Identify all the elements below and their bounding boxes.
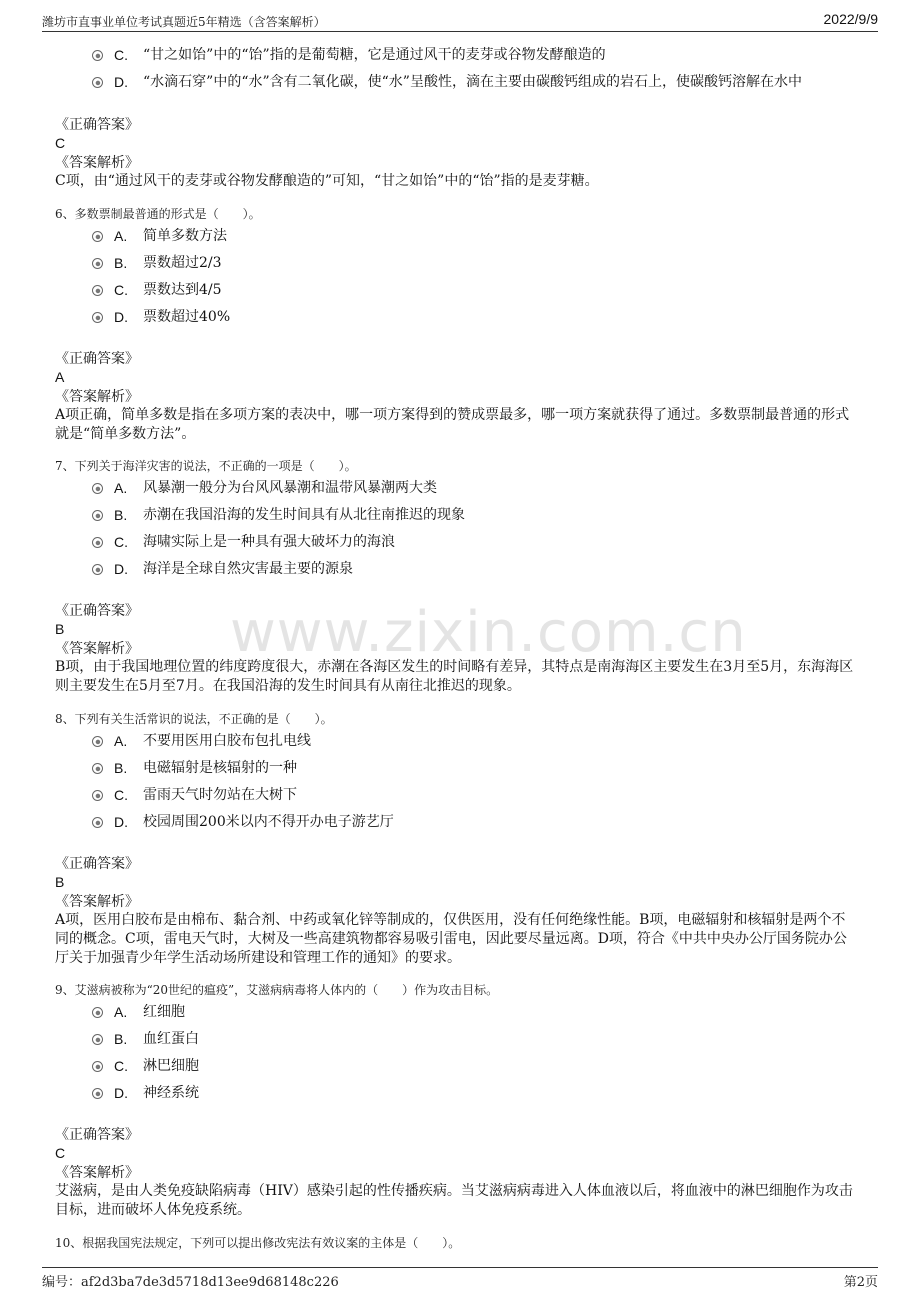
explanation-label: 《答案解析》 (55, 894, 139, 910)
correct-answer: A (55, 369, 65, 385)
explanation-label: 《答案解析》 (55, 389, 139, 405)
correct-answer: C (55, 1145, 66, 1161)
radio-icon[interactable] (92, 1061, 103, 1072)
correct-answer: B (55, 621, 65, 637)
document-code: 编号：af2d3ba7de3d5718d13ee9d68148c226 (42, 1275, 339, 1290)
explanation-label: 《答案解析》 (55, 1165, 139, 1181)
header-divider (42, 31, 878, 32)
correct-answer: B (55, 874, 65, 890)
radio-icon[interactable] (92, 790, 103, 801)
correct-answer-label: 《正确答案》 (55, 351, 139, 367)
radio-icon[interactable] (92, 1088, 103, 1099)
correct-answer-label: 《正确答案》 (55, 856, 139, 872)
radio-icon[interactable] (92, 312, 103, 323)
question-10: 10、根据我国宪法规定，下列可以提出修改宪法有效议案的主体是（ ）。 (55, 1236, 461, 1250)
radio-icon[interactable] (92, 50, 103, 61)
page-number: 第2页 (843, 1275, 878, 1290)
radio-icon[interactable] (92, 77, 103, 88)
radio-icon[interactable] (92, 510, 103, 521)
explanation-label: 《答案解析》 (55, 155, 139, 171)
explanation-label: 《答案解析》 (55, 641, 139, 657)
radio-icon[interactable] (92, 1034, 103, 1045)
correct-answer-label: 《正确答案》 (55, 603, 139, 619)
watermark: www.zixin.com.cn (230, 600, 747, 665)
question-6: 6、多数票制最普通的形式是（ ）。 (55, 207, 261, 221)
page-header (42, 10, 878, 32)
radio-icon[interactable] (92, 763, 103, 774)
correct-answer-label: 《正确答案》 (55, 1127, 139, 1143)
radio-icon[interactable] (92, 483, 103, 494)
radio-icon[interactable] (92, 817, 103, 828)
radio-icon[interactable] (92, 258, 103, 269)
explanation-text: A项，医用白胶布是由棉布、黏合剂、中药或氧化锌等制成的，仅供医用，没有任何绝缘性能。B项，电磁辐射和核辐射是两个不同的概念。C项，雷电天气时，大树及一些高建筑物都容易吸引雷电，因此要尽量远离。D项，符合《中共中央办公厅国务院办公厅关于加强青少年学生活动场所建设和管理工作的通知》的要求。 (55, 912, 847, 966)
correct-answer-label: 《正确答案》 (55, 117, 139, 133)
question-9: 9、艾滋病被称为“20世纪的瘟疫”，艾滋病病毒将人体内的（ ）作为攻击目标。 (55, 983, 499, 997)
radio-icon[interactable] (92, 1007, 103, 1018)
radio-icon[interactable] (92, 231, 103, 242)
radio-icon[interactable] (92, 537, 103, 548)
explanation-text: A项正确，简单多数是指在多项方案的表决中，哪一项方案得到的赞成票最多，哪一项方案就获得了通过。多数票制最普通的形式就是“简单多数方法”。 (55, 407, 850, 442)
page-footer (42, 1270, 878, 1290)
question-8: 8、下列有关生活常识的说法，不正确的是（ ）。 (55, 712, 333, 726)
explanation-text: 艾滋病，是由人类免疫缺陷病毒（HIV）感染引起的性传播疾病。当艾滋病病毒进入人体血液以后，将血液中的淋巴细胞作为攻击目标，进而破坏人体免疫系统。 (55, 1183, 853, 1218)
radio-icon[interactable] (92, 564, 103, 575)
radio-icon[interactable] (92, 285, 103, 296)
explanation-text: C项，由“通过风干的麦芽或谷物发酵酿造的”可知，“甘之如饴”中的“饴”指的是麦芽糖。 (55, 173, 599, 189)
footer-divider (42, 1267, 878, 1268)
explanation-text: B项，由于我国地理位置的纬度跨度很大，赤潮在各海区发生的时间略有差异，其特点是南海海区主要发生在3月至5月，东海海区则主要发生在5月至7月。在我国沿海的发生时间具有从南往北推迟的现象。 (55, 659, 854, 694)
radio-icon[interactable] (92, 736, 103, 747)
document-date: 2022/9/9 (823, 11, 878, 27)
question-7: 7、下列关于海洋灾害的说法，不正确的一项是（ ）。 (55, 459, 357, 473)
document-title: 潍坊市直事业单位考试真题近5年精选（含答案解析） (42, 15, 326, 29)
correct-answer: C (55, 135, 66, 151)
